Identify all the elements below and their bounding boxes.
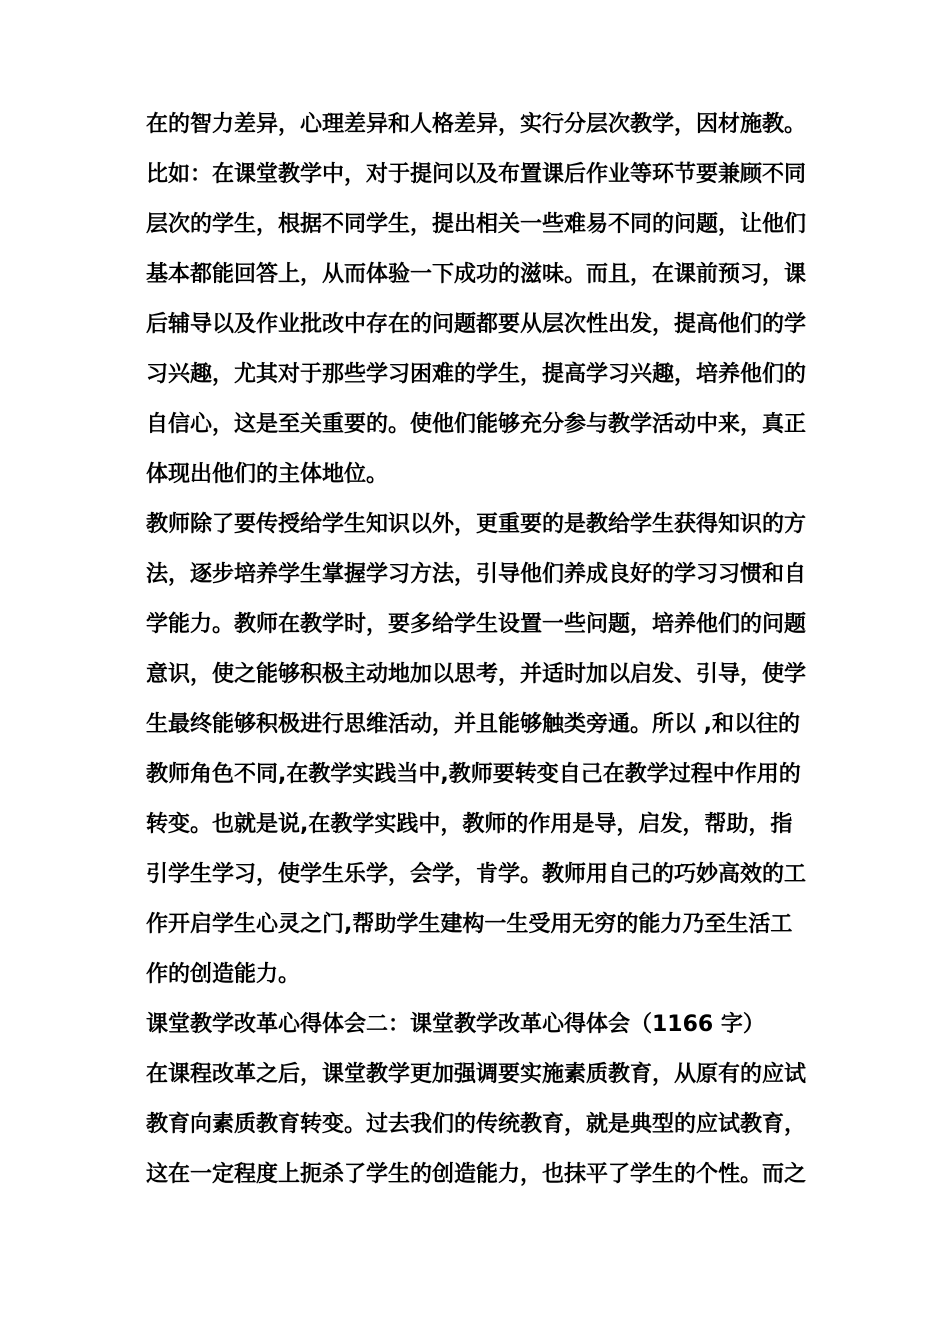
text-line: 层次的学生，根据不同学生，提出相关一些难易不同的问题，让他们 xyxy=(146,212,807,237)
text-line: 教育向素质教育转变。过去我们的传统教育，就是典型的应试教育， xyxy=(146,1112,807,1137)
text-line: 在的智力差异，心理差异和人格差异，实行分层次教学，因材施教。 xyxy=(146,112,807,137)
text-line: 体现出他们的主体地位。 xyxy=(146,462,389,487)
text-line: 基本都能回答上，从而体验一下成功的滋味。而且，在课前预习，课 xyxy=(146,262,807,287)
text-line: 在课程改革之后，课堂教学更加强调要实施素质教育，从原有的应试 xyxy=(146,1062,807,1087)
text-line: 教师除了要传授给学生知识以外，更重要的是教给学生获得知识的方 xyxy=(146,512,807,537)
text-line: 比如：在课堂教学中，对于提问以及布置课后作业等环节要兼顾不同 xyxy=(146,162,807,187)
text-line: 法，逐步培养学生掌握学习方法，引导他们养成良好的学习习惯和自 xyxy=(146,562,807,587)
text-line: 作开启学生心灵之门,帮助学生建构一生受用无穷的能力乃至生活工 xyxy=(146,912,793,937)
text-line: 作的创造能力。 xyxy=(146,962,301,987)
text-line: 学能力。教师在教学时，要多给学生设置一些问题，培养他们的问题 xyxy=(146,612,807,637)
text-line: 引学生学习，使学生乐学，会学，肯学。教师用自己的巧妙高效的工 xyxy=(146,862,807,887)
text-line: 转变。也就是说,在教学实践中，教师的作用是导，启发，帮助，指 xyxy=(146,812,793,837)
text-line: 自信心，这是至关重要的。使他们能够充分参与教学活动中来，真正 xyxy=(146,412,807,437)
body-text xyxy=(146,100,826,1200)
text-line: 习兴趣，尤其对于那些学习困难的学生，提高学习兴趣，培养他们的 xyxy=(146,362,807,387)
text-line: 意识，使之能够积极主动地加以思考，并适时加以启发、引导，使学 xyxy=(146,662,807,687)
text-line: 生最终能够积极进行思维活动，并且能够触类旁通。所以 ,和以往的 xyxy=(146,712,801,737)
text-line: 这在一定程度上扼杀了学生的创造能力，也抹平了学生的个性。而之 xyxy=(146,1162,807,1187)
text-line: 教师角色不同,在教学实践当中,教师要转变自己在教学过程中作用的 xyxy=(146,762,801,787)
section-heading: 课堂教学改革心得体会二：课堂教学改革心得体会（1166 字） xyxy=(146,1012,765,1037)
text-line: 后辅导以及作业批改中存在的问题都要从层次性出发，提高他们的学 xyxy=(146,312,807,337)
